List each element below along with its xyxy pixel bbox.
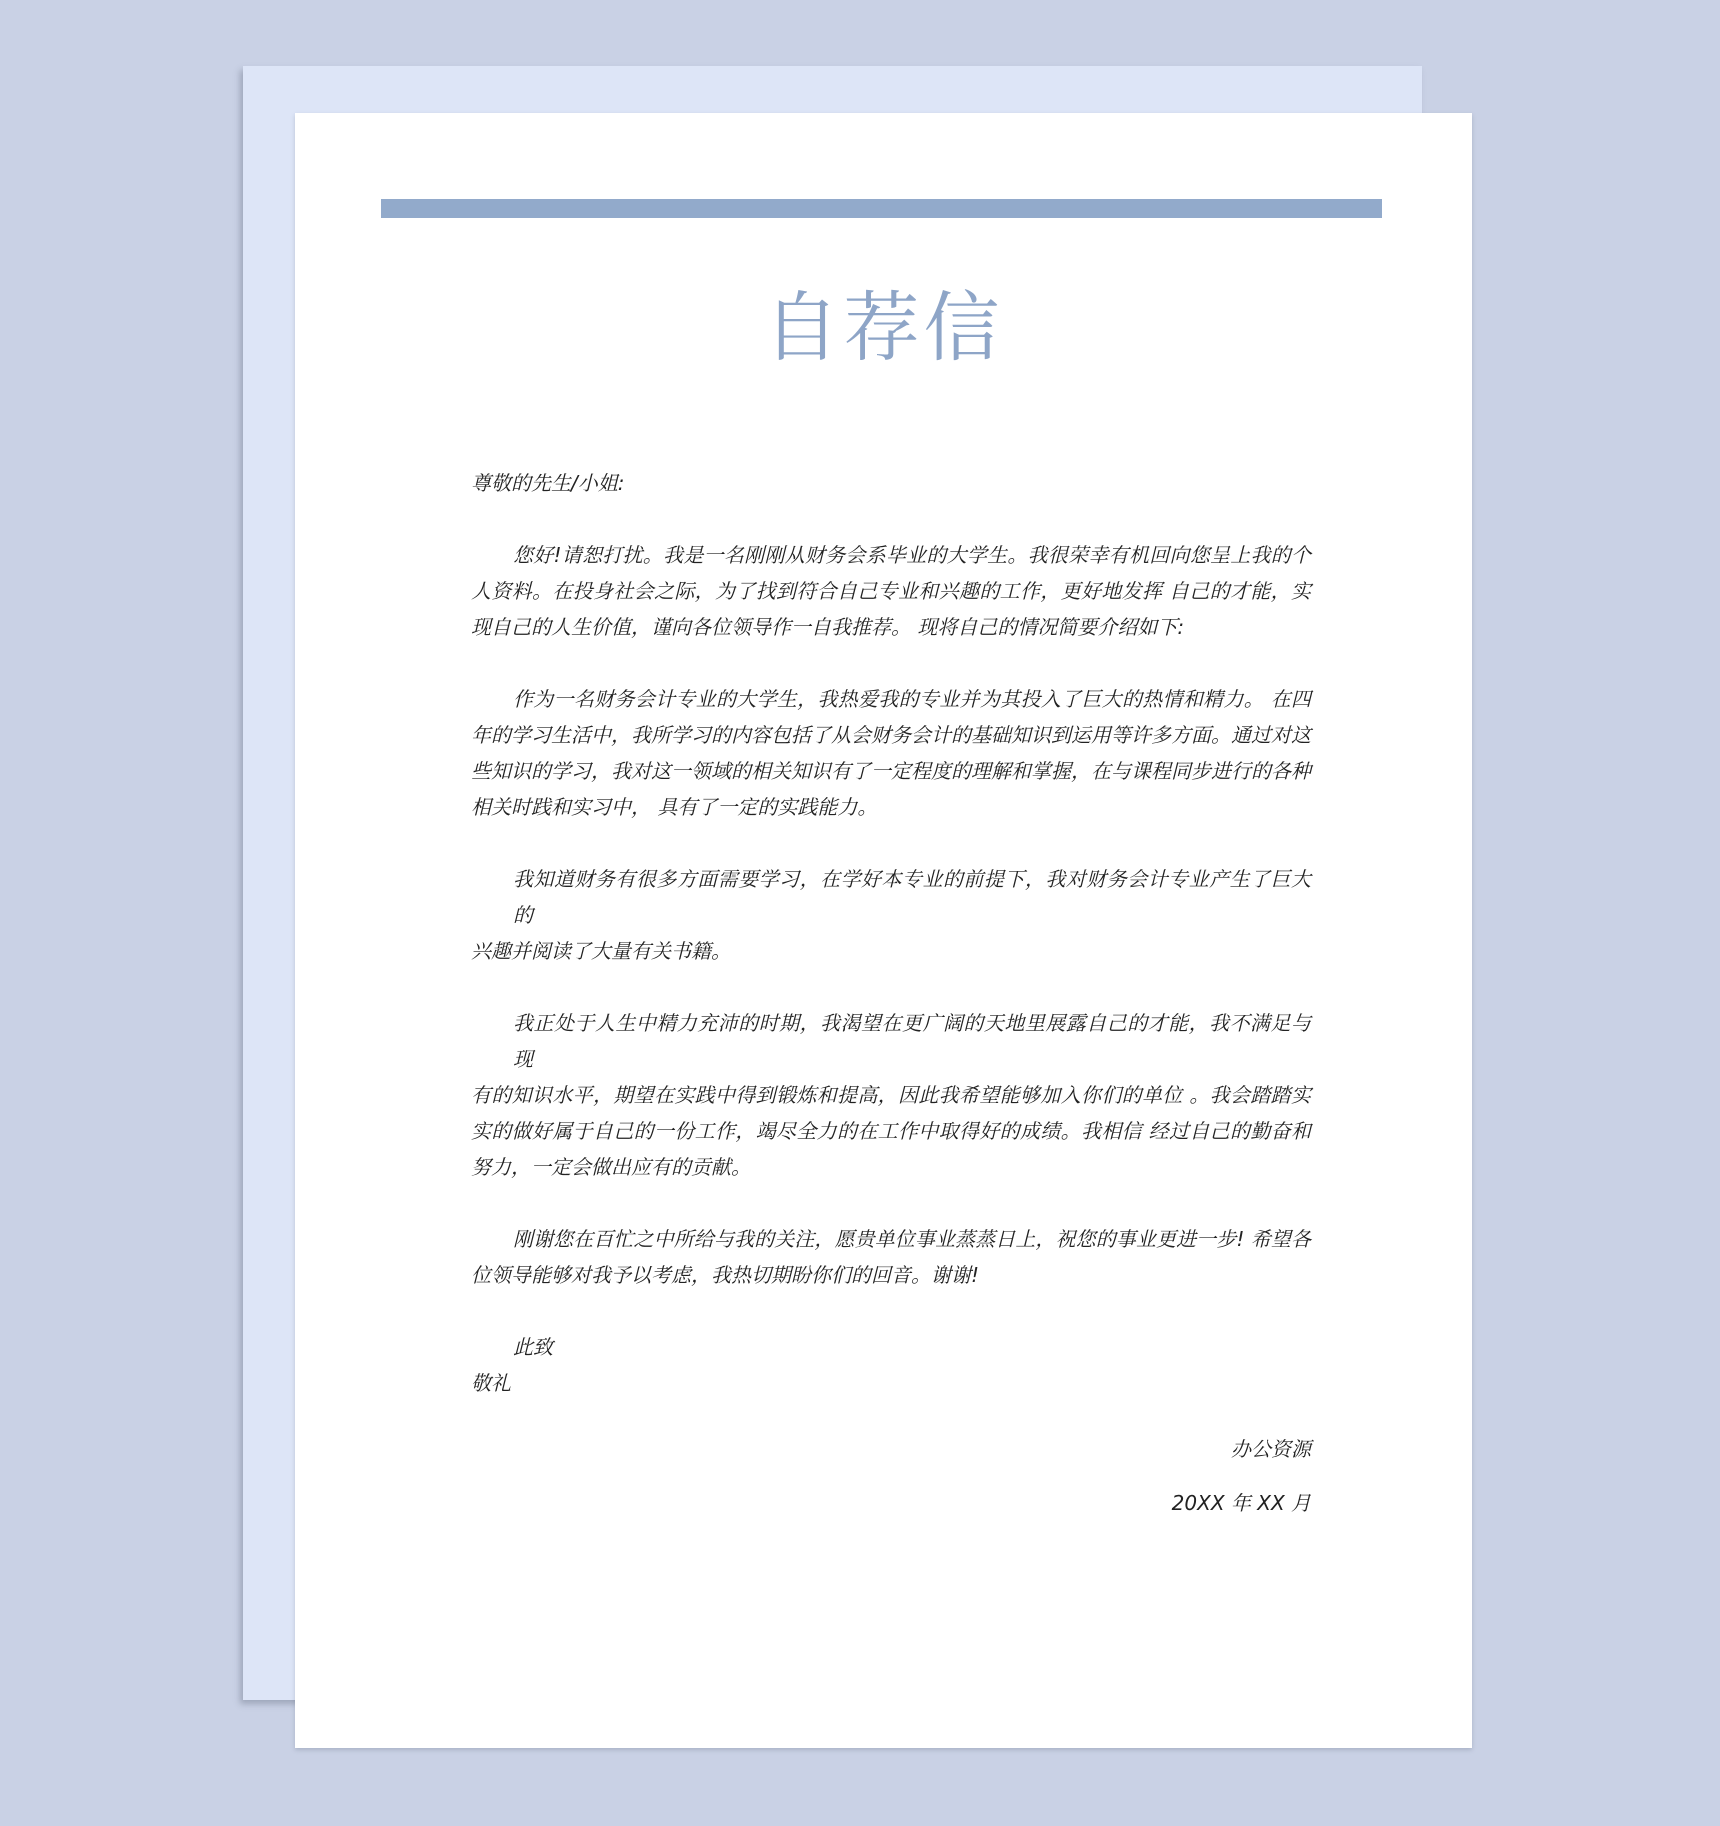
closing-ci-zhi: 此致 bbox=[513, 1335, 553, 1359]
paragraph bbox=[471, 537, 1311, 645]
paragraph-line: 相关时践和实习中， 具有了一定的实践能力。 bbox=[471, 795, 878, 819]
paragraph-line: 我知道财务有很多方面需要学习，在学好本专业的前提下，我对财务会计专业产生了巨大的 bbox=[513, 867, 1311, 927]
paragraph-line: 些知识的学习，我对这一领域的相关知识有了一定程度的理解和掌握，在与课程同步进行的各种 bbox=[471, 759, 1311, 783]
letter-body bbox=[471, 465, 1311, 1521]
paragraph bbox=[471, 1005, 1311, 1185]
paragraph-line: 作为一名财务会计专业的大学生，我热爱我的专业并为其投入了巨大的热情和精力。 在四 bbox=[513, 687, 1311, 711]
paragraph-line: 人资料。在投身社会之际，为了找到符合自己专业和兴趣的工作，更好地发挥 自己的才能，实 bbox=[471, 579, 1311, 603]
signature: 办公资源 bbox=[1231, 1437, 1311, 1461]
paragraph-line: 实的做好属于自己的一份工作，竭尽全力的在工作中取得好的成绩。我相信 经过自己的勤奋和 bbox=[471, 1119, 1311, 1143]
paragraph-line: 刚谢您在百忙之中所给与我的关注，愿贵单位事业蒸蒸日上，祝您的事业更进一步! 希望各 bbox=[513, 1227, 1311, 1251]
page-title: 自荐信 bbox=[763, 283, 1004, 372]
greeting: 尊敬的先生/小姐: bbox=[471, 471, 625, 495]
paragraph bbox=[471, 1221, 1311, 1293]
header-accent-bar bbox=[381, 199, 1382, 218]
paragraph-line: 兴趣并阅读了大量有关书籍。 bbox=[471, 939, 731, 963]
paragraph bbox=[471, 681, 1311, 825]
date: 20XX 年 XX 月 bbox=[1171, 1491, 1311, 1515]
paragraph bbox=[471, 861, 1311, 969]
closing-jing-li: 敬礼 bbox=[471, 1371, 511, 1395]
paragraph-line: 您好!请恕打扰。我是一名刚刚从财务会系毕业的大学生。我很荣幸有机回向您呈上我的个 bbox=[513, 543, 1311, 567]
paragraph-line: 我正处于人生中精力充沛的时期，我渴望在更广阔的天地里展露自己的才能，我不满足与现 bbox=[513, 1011, 1311, 1071]
letter-page bbox=[295, 113, 1472, 1748]
paragraph-line: 现自己的人生价值，谨向各位领导作一自我推荐。 现将自己的情况简要介绍如下: bbox=[471, 615, 1185, 639]
paragraph-line: 努力，一定会做出应有的贡献。 bbox=[471, 1155, 751, 1179]
paragraph-line: 位领导能够对我予以考虑，我热切期盼你们的回音。谢谢! bbox=[471, 1263, 980, 1287]
paragraph-line: 有的知识水平，期望在实践中得到锻炼和提高，因此我希望能够加入你们的单位 。我会踏踏实 bbox=[471, 1083, 1311, 1107]
paragraph-line: 年的学习生活中，我所学习的内容包括了从会财务会计的基础知识到运用等许多方面。通过对这 bbox=[471, 723, 1311, 747]
